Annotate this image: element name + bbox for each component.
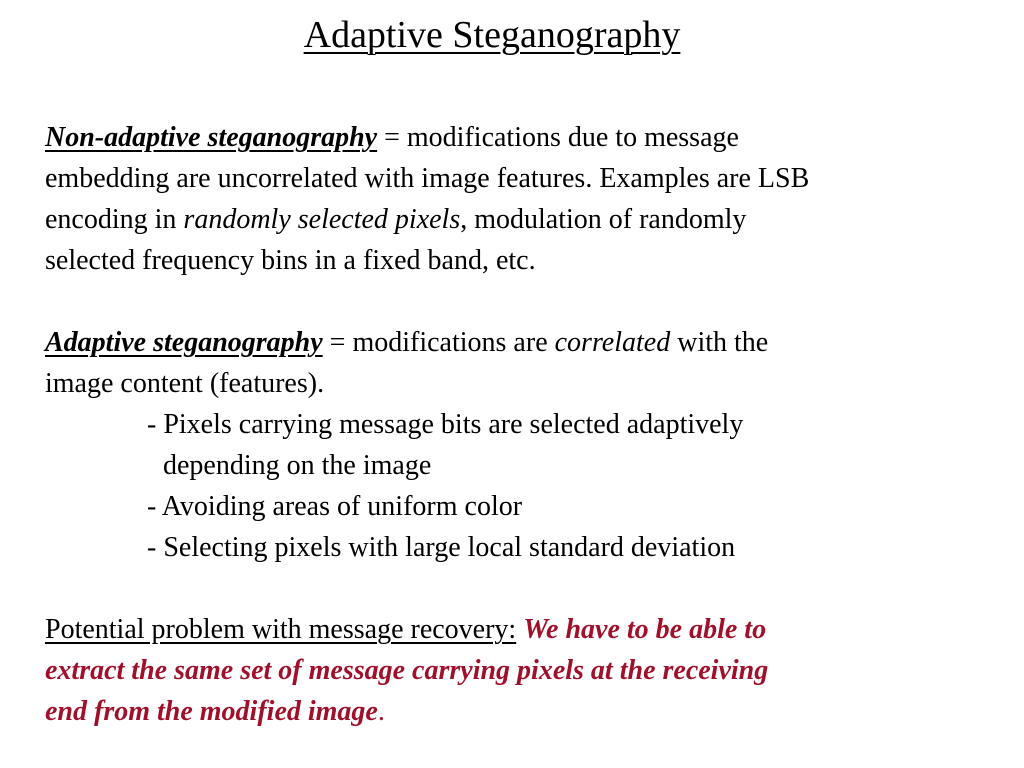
adaptive-definition-end: with the: [670, 327, 769, 358]
non-adaptive-line-3: [45, 202, 746, 238]
problem-statement-middle: extract the same set of message carrying pixels at the receiving: [45, 655, 769, 686]
bullet-avoid-uniform-areas: - Avoiding areas of uniform color: [147, 491, 523, 522]
problem-line-1: [45, 612, 766, 648]
problem-statement-start: We have to be able to: [523, 614, 767, 645]
bullet-adaptive-selection-continued: depending on the image: [163, 450, 432, 481]
adaptive-line-2: image content (features).: [45, 368, 325, 399]
problem-line-3: [45, 694, 385, 730]
non-adaptive-definition-start: = modifications due to message: [377, 122, 739, 153]
problem-line-2: [45, 653, 768, 689]
bullet-adaptive-selection: - Pixels carrying message bits are selected adaptively: [147, 409, 744, 440]
non-adaptive-line-2: embedding are uncorrelated with image features. Examples are LSB: [45, 163, 810, 194]
problem-period: .: [377, 696, 385, 727]
bullet-large-std-deviation: - Selecting pixels with large local standard deviation: [147, 532, 736, 563]
randomly-selected-pixels-phrase: randomly selected pixels: [183, 204, 461, 235]
adaptive-definition-start: = modifications are: [322, 327, 555, 358]
non-adaptive-term: Non-adaptive steganography: [45, 122, 378, 153]
adaptive-term: Adaptive steganography: [45, 327, 323, 358]
problem-label: Potential problem with message recovery:: [45, 614, 517, 645]
non-adaptive-line-4: selected frequency bins in a fixed band, etc.: [45, 245, 536, 276]
non-adaptive-line-3-start: encoding in: [45, 204, 184, 235]
non-adaptive-line-1: [45, 120, 739, 156]
non-adaptive-line-3-end: , modulation of randomly: [460, 204, 747, 235]
correlated-word: correlated: [554, 327, 671, 358]
adaptive-line-1: [45, 325, 768, 361]
slide-title: Adaptive Steganography: [303, 14, 681, 56]
problem-statement-end: end from the modified image: [45, 696, 378, 727]
